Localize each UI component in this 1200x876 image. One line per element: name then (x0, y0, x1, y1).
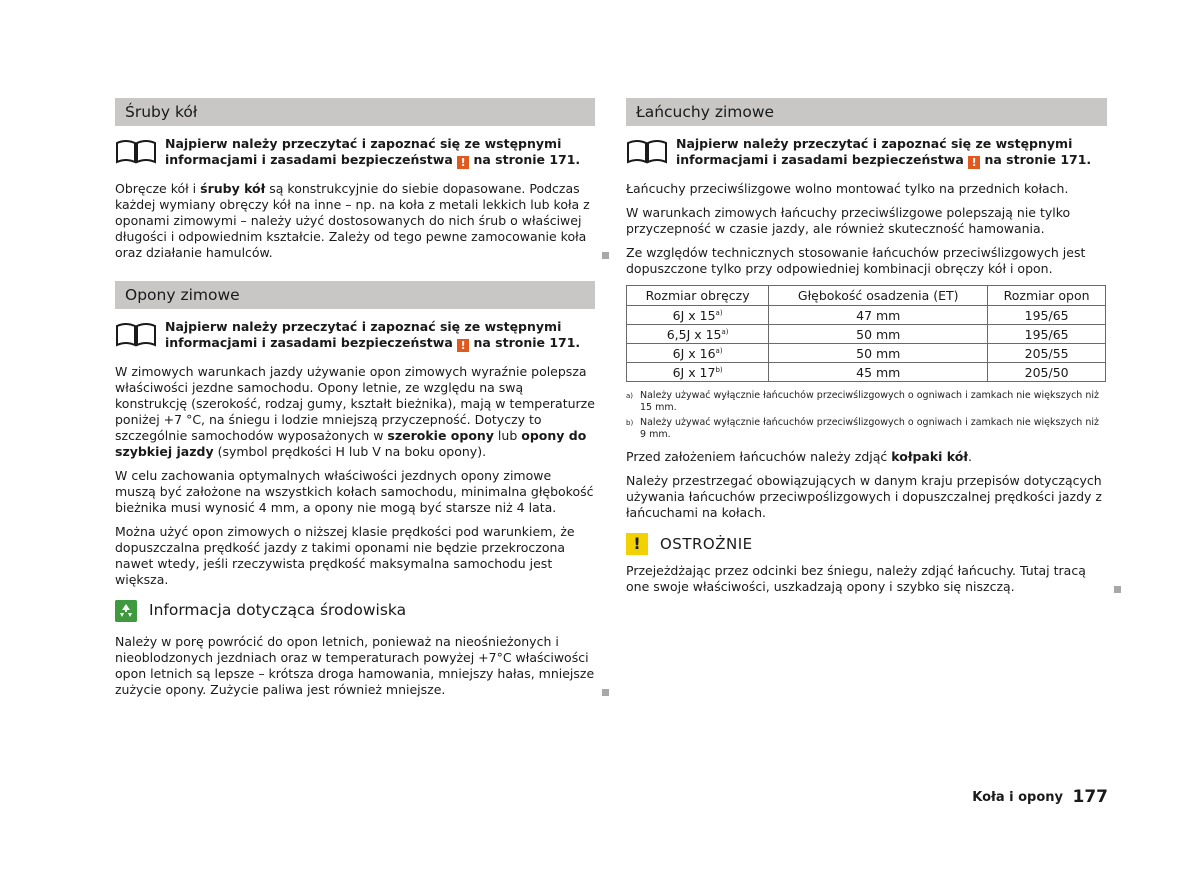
paragraph: Należy przestrzegać obowiązujących w danym kraju przepisów dotyczących używania łańcuchów przeciwpoślizgowych i dopuszczalnej prędkości jazdy z łańcuchami na kołach. (626, 473, 1102, 520)
paragraph: Można użyć opon zimowych o niższej klasie prędkości pod warunkiem, że dopuszczalna prędkość jazdy z takimi oponami nie będzie przekroczona nawet wtedy, jeśli rzeczywista prędkość maksymalna samochodu jest większa. (115, 524, 575, 587)
paragraph: Obręcze kół i śruby kół są konstrukcyjnie do siebie dopasowane. Podczas każdej wymiany obręczy kół na inne – np. na koła z metali lekkich lub koła z oponami zimowymi – należy użyć dostosowanych do nich śrub o właściwej długości i odpowiednim kształcie. Zależy od tego pewne zamocowanie koła oraz działanie hamulców. (115, 181, 595, 261)
section-heading-snow-chains: Łańcuchy zimowe (626, 98, 1107, 126)
column-header: Głębokość osadzenia (ET) (769, 286, 988, 306)
read-first-note: Najpierw należy przeczytać i zapoznać się ze wstępnymi informacjami i zasadami bezpieczeństwa ! na stronie 171. (626, 136, 1107, 169)
book-icon (115, 321, 157, 347)
read-first-note: Najpierw należy przeczytać i zapoznać się ze wstępnymi informacjami i zasadami bezpieczeństwa ! na stronie 171. (115, 136, 595, 169)
table-cell: 205/55 (988, 344, 1106, 363)
paragraph: Ze względów technicznych stosowanie łańcuchów przeciwślizgowych jest dopuszczone tylko przy odpowiedniej kombinacji obręczy kół i opon. (626, 245, 1086, 276)
table-cell: 6,5J x 15$^{a)}$ (627, 325, 769, 344)
environment-info-heading (115, 600, 595, 626)
recycle-icon (115, 600, 137, 622)
table-cell: 6J x 16$^{a)}$ (627, 344, 769, 363)
paragraph: Należy w porę powrócić do opon letnich, ponieważ na nieośnieżonych i nieoblodzonych jezdniach oraz w temperaturach powyżej +7°C właściwości opon letnich są lepsze – krótsza droga hamowania, mniejszy hałas, mniejsze zużycie opony. Zużycie paliwa jest również mniejsze. (115, 634, 595, 698)
table-cell: 195/65 (988, 306, 1106, 325)
section-end-marker (602, 252, 609, 259)
rim-tyre-table (626, 285, 1106, 382)
caution-heading (626, 533, 1107, 557)
book-icon (626, 138, 668, 164)
right-column (626, 98, 1107, 603)
read-first-note: Najpierw należy przeczytać i zapoznać się ze wstępnymi informacjami i zasadami bezpieczeństwa ! na stronie 171. (115, 319, 595, 352)
warning-icon: ! (457, 339, 469, 352)
table-row (627, 325, 1106, 344)
footnote: a) Należy używać wyłącznie łańcuchów przeciwślizgowych o ogniwach i zamkach nie większych niż 15 mm. (626, 390, 1099, 413)
table-cell: 6J x 15$^{a)}$ (627, 306, 769, 325)
section-end-marker (602, 689, 609, 696)
section-heading-winter-tyres: Opony zimowe (115, 281, 595, 309)
table-row (627, 344, 1106, 363)
page-footer (960, 787, 1108, 809)
left-column (115, 98, 595, 706)
table-cell: 50 mm (769, 325, 988, 344)
table-row (627, 363, 1106, 382)
table-row (627, 306, 1106, 325)
environment-info-title: Informacja dotycząca środowiska (149, 601, 407, 619)
table-cell: 47 mm (769, 306, 988, 325)
book-icon (115, 138, 157, 164)
footnote: b) Należy używać wyłącznie łańcuchów przeciwślizgowych o ogniwach i zamkach nie większych niż 9 mm. (626, 417, 1099, 440)
warning-icon: ! (968, 156, 980, 169)
section-heading-wheel-bolts: Śruby kół (115, 98, 595, 126)
paragraph: W warunkach zimowych łańcuchy przeciwślizgowe polepszają nie tylko przyczepność w czasie jazdy, ale również skuteczność hamowania. (626, 205, 1071, 236)
paragraph: Przejeżdżając przez odcinki bez śniegu, należy zdjąć łańcuchy. Tutaj tracą one swoje właściwości, uszkadzają opony i szybko się niszczą. (626, 563, 1107, 595)
table-cell: 205/50 (988, 363, 1106, 382)
paragraph: Łańcuchy przeciwślizgowe wolno montować tylko na przednich kołach. (626, 181, 1069, 196)
column-header: Rozmiar opon (988, 286, 1106, 306)
table-cell: 45 mm (769, 363, 988, 382)
page-number: 177 (1072, 787, 1108, 807)
section-end-marker (1114, 586, 1121, 593)
table-cell: 50 mm (769, 344, 988, 363)
table-header-row (627, 286, 1106, 306)
warning-icon: ! (457, 156, 469, 169)
caution-icon: ! (626, 533, 648, 555)
table-cell: 6J x 17$^{b)}$ (627, 363, 769, 382)
column-header: Rozmiar obręczy (627, 286, 769, 306)
chapter-title: Koła i opony (972, 790, 1063, 805)
table-cell: 195/65 (988, 325, 1106, 344)
paragraph: W zimowych warunkach jazdy używanie opon zimowych wyraźnie polepsza właściwości jezdne samochodu. Opony letnie, ze względu na swą konstrukcję (szerokość, rodzaj gumy, kształt bieżnika), mają w temperaturze poniżej +7 °C, na śniegu i lodzie mniejszą przyczepność. Dotyczy to szczególnie samochodów wyposażonych w szerokie opony lub opony do szybkiej jazdy (symbol prędkości H lub V na boku opony). (115, 364, 595, 459)
paragraph: W celu zachowania optymalnych właściwości jezdnych opony zimowe muszą być założone na wszystkich kołach samochodu, minimalna głębokość bieżnika musi wynosić 4 mm, a opony nie mogą być starsze niż 4 lata. (115, 468, 594, 515)
paragraph: Przed założeniem łańcuchów należy zdjąć kołpaki kół. (626, 449, 972, 464)
caution-title: OSTROŻNIE (660, 535, 753, 553)
